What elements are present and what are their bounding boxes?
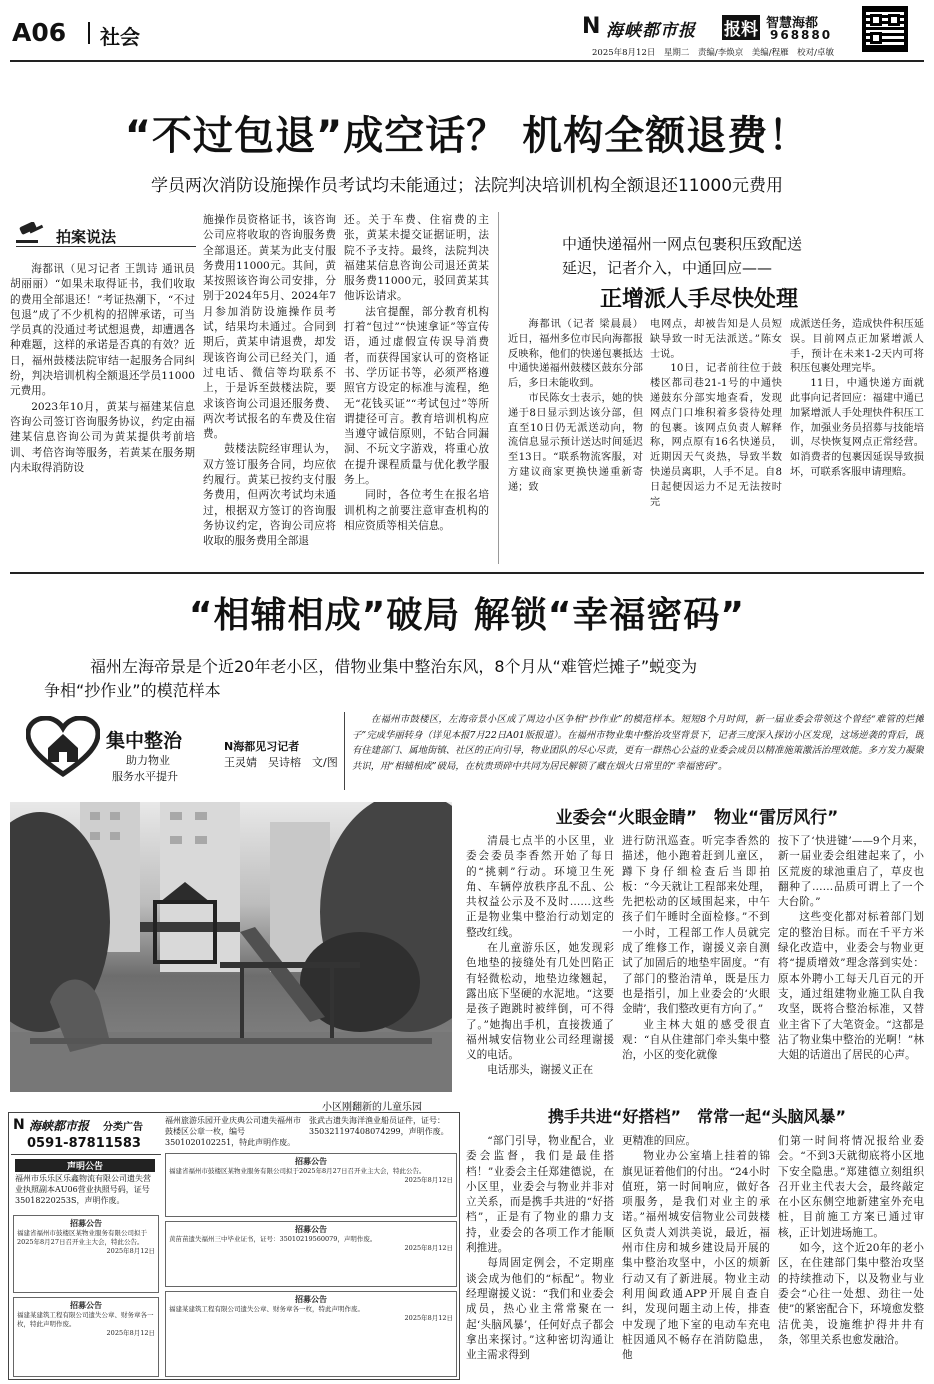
story3-para: 按下了‘快进键’——9个月来，新一届业委会组建起来了，小区荒废的球池重启了，草皮也翻种了……品质可谓上了一个大台阶。” [778, 835, 924, 909]
story2-para: 海都讯（记者 梁晨晨）近日，福州多位市民向海都报反映称，他们的快递包裹抵达中通快递福州鼓楼区鼓东分部后，多日未能收到。 [508, 319, 643, 390]
story3-para: 每周固定例会，不定期座谈会成为他们的“标配”。物业经理谢援义说：“我们和业委会成员，热心业主常常聚在一起‘头脑风暴’，任何好点子都会拿出来探讨。”这种密切沟通让业主需求得到 [466, 1257, 614, 1362]
partner-tag: 报料 [722, 15, 760, 40]
ads-label: 分类广告 [103, 1122, 143, 1133]
story3-subhead: 争相“抄作业”的模范样本 [44, 681, 221, 700]
badge-line: 服务水平提升 [112, 770, 178, 783]
statement-text: 福州市乐乐区乐鑫物流有限公司遗失营业执照副本AU06营业执照号码，证号35018220253S，声明作废。 [15, 1174, 151, 1205]
story2-para: 电网点，却被告知是人员短缺导致一时无法派送。”陈女士说。 [650, 319, 782, 360]
column-tag: 拍案说法 [56, 228, 117, 246]
section-name: 社会 [100, 25, 140, 49]
badge-title: 集中整治 [106, 730, 183, 752]
ad-title: 招募公告 [70, 1218, 102, 1228]
header-rule [10, 60, 924, 62]
section2-column-3 [778, 1134, 924, 1378]
ad-title: 招募公告 [295, 1294, 327, 1304]
story2-headline: 正增派人手尽快处理 [600, 287, 799, 312]
story3-intro: 在福州市鼓楼区，左海帝景小区成了周边小区争相“抄作业”的模范样本。短短8个月时间，新一届业委会带领这个曾经“难管的烂摊子”完成华丽转身（详见本报7月22日A01版报道）。在福州市物业集中整治攻坚背景下，记者三度深入探访小区发现，这场逆袭的背后，既有住建部门、属地街镇、社区的正向引导，物业团队的尽心尽责，更有一群热心公益的业委会成员以精准施策激活治理效能。多方发力凝聚共识，用“相辅相成”破局，在杭贵琐碎中共同为居民解锁了藏在烟火日常里的“幸福密码”。 [352, 714, 924, 772]
section1-title: 业委会“火眼金睛” 物业“雷厉风行” [555, 808, 839, 828]
story1-para: 同时，各位考生在报名培训机构之前要注意审查机构的相应资质等相关信息。 [344, 489, 489, 532]
ad-box [13, 1297, 159, 1377]
story2-column-2 [650, 318, 782, 563]
story3-para: 业主林大姐的感受很直观：“自从住建部门牵头集中整治，小区的变化就像 [622, 1018, 770, 1062]
ad-text: 张武古遗失海洋渔业船员证件，证号：350321197408074299，声明作废。 [309, 1116, 449, 1136]
story1-para: 施操作员资格证书，该咨询公司应将收取的咨询服务费全部退还。黄某为此支付服务费用11000元。其间，黄某按照该咨询公司安排，分别于2024年5月、2024年7月参加消防设施操作员考试，结果均未通过。合同到期后，黄某申请退费，却发现该咨询公司已经关门，通过电话、微信等均联系不上，于是诉至鼓楼法院，要求该咨询公司退还服务费、两次考试报名的车费及住宿费。 [203, 214, 336, 441]
ads-header [11, 1115, 161, 1155]
story3-para: 如今，这个近20年的老小区，在住建部门集中整治攻坚的持续推动下，以及物业与业委会“心往一处想、劲往一处使”的紧密配合下，环境愈发整洁优美，设施维护得井井有条，邻里关系也愈发融洽。 [778, 1242, 924, 1346]
story1-headline: “不过包退”成空话？ 机构全额退费！ [124, 113, 810, 159]
ad-title: 招募公告 [295, 1224, 327, 1234]
story1-para: 还。关于车费、住宿费的主张，黄某未提交证据证明，法院不予支持。最终，法院判决福建某信息咨询公司退还黄某服务费11000元，驳回黄某其他诉讼请求。 [344, 214, 489, 303]
paper-logo-icon: N [13, 1117, 25, 1133]
partner-hotline: 968880 [770, 28, 833, 42]
ad-text: 福建省福州市鼓楼区某物业服务有限公司拟于2025年8月27日召开业主大会，特此公告。 [169, 1167, 426, 1175]
story3-headline: “相辅相成”破局 解锁“幸福密码” [188, 595, 746, 636]
page-number: A06 [12, 18, 67, 47]
ad-box [165, 1291, 457, 1377]
house-heart-icon [26, 716, 100, 778]
ad-box [13, 1215, 159, 1293]
ad-text: 福建某建筑工程有限公司遗失公章、财务章各一枚，特此声明作废。 [169, 1305, 364, 1313]
column-tag-underline [16, 246, 196, 247]
section2-title: 携手共进“好搭档” 常常一起“头脑风暴” [547, 1107, 847, 1126]
gavel-icon [16, 222, 50, 244]
story3-para: 这些变化都对标着部门划定的整治目标。而在千平方米绿化改造中，业委会与物业更将“提质增效”理念落到实处：原本外聘小工每天几百元的开支，通过组建物业施工队自我攻坚，既将合整治标准，又替业主省下了大笔资金。“这都是沾了物业集中整治的光啊！”林大姐的话道出了居民的心声。 [778, 911, 924, 1062]
ads-phone: 0591-87811583 [27, 1136, 141, 1151]
badge-line: 助力物业 [126, 754, 170, 767]
story2-kicker: 延迟，记者介入，中通回应—— [562, 259, 773, 277]
ad-date: 2025年8月12日 [404, 1244, 453, 1252]
statement-title: 声明公告 [15, 1159, 155, 1172]
date-line: 2025年8月12日 星期二 责编/李焕京 美编/程雁 校对/卓敏 [592, 48, 834, 58]
byline: 王灵婧 吴诗榕 文/图 [224, 756, 338, 769]
section2-column-1 [466, 1134, 614, 1378]
story3-para: 更精准的回应。 [622, 1135, 697, 1147]
ad-text: 福州旅游乐园开业庆典公司遗失福州市鼓楼区公章一枚，编号3501020102251，特此声明作废。 [165, 1116, 301, 1147]
byline: N海都见习记者 [224, 740, 300, 753]
ad-box [165, 1221, 457, 1287]
ad-title: 招募公告 [70, 1300, 102, 1310]
section1-column-1 [466, 834, 614, 1124]
story1-column-2 [203, 213, 336, 562]
story2-para: 11日，中通快递方面就此事向记者回应：福建中通已加紧增派人手处理快件积压工作，加强业务员招募与技能培训，尽快恢复网点正常经营。如消费者的包裹因延误导致损坏，可联系客服申请理赔。 [790, 378, 924, 478]
ad-date: 2025年8月12日 [404, 1176, 453, 1184]
section1-column-3 [778, 834, 924, 1124]
intro-divider [344, 712, 345, 790]
playground-photo [10, 802, 452, 1092]
story2-column-3 [790, 318, 924, 563]
ad-text: 福建省福州市鼓楼区某物业服务有限公司拟于2025年8月27日召开业主大会，特此公告。 [17, 1229, 147, 1246]
story3-para: 进行防汛巡查。听完李香然的描述，他小跑着赶到儿童区，蹲下身仔细检查后当即拍板：“今天就让工程部来处理，先把松动的区域围起来，中午孩子们午睡时全面检修。”不到一小时，工程部工作人员就完成了维修工作，谢援义亲自测试了加固后的地垫牢固度。“有了部门的整治清单，既是压力也是指引，加上业委会的‘火眼金睛’，我们整改更有方向了。” [622, 835, 770, 1016]
story1-para: 鼓楼法院经审理认为，双方签订服务合同，均应依约履行。黄某已按约支付服务费用，但两次考试均未通过，根据双方签订的咨询服务协议约定，咨询公司应将收取的服务费用全部退 [203, 443, 336, 548]
story1-para: 海都讯（见习记者 王凯诗 通讯员 胡丽丽）“如果未取得证书，我们收取的费用全部退还！”考证热潮下，“不过包退”成了不少机构的招牌承诺，可当学员真的没通过考试想退费，却遭遇各种难题，这样的承诺是否真的有效？近日，福州鼓楼法院审结一起服务合同纠纷，判决培训机构全额退还学员11000元费用。 [10, 263, 195, 398]
story1-para: 2023年10月，黄某与福建某信息咨询公司签订咨询服务协议，约定由福建某信息咨询公司为黄某提供考前培训、考倍咨询等服务，若黄某在服务期内未取得消防设 [10, 400, 195, 474]
section1-column-2 [622, 834, 770, 1124]
story3-para: 物业办公室墙上挂着的锦旗见证着他们的付出。“24小时值班，第一时间响应，做好各项服务，是我们对业主的承诺。”福州城安信物业公司鼓楼区负责人刘洪美说，最近，福州市住房和城乡建设局开展的集中整治攻坚中，小区的烦新行动又有了新进展。物业主动利用闽政通APP开展自查自纠，发现问题主动上传，排查中发现了地下室的电动车充电桩因通风不畅存在消防隐患，他 [622, 1150, 770, 1362]
story3-para: 在儿童游乐区，她发现彩色地垫的接缝处有几处凹陷正有轻微松动，地垫边缘翘起，露出底下坚硬的水泥地。“这要是孩子跑跳时被绊倒，可不得了。”她掏出手机，直接拨通了福州城安信物业公司经理谢援义的电话。 [466, 942, 614, 1062]
story3-para: “部门引导，物业配合，业委会监督，我们是最佳搭档！”业委会主任郑建德说，在小区里，业委会与物业并非对立关系，而是携手共进的“好搭档”，正是有了物业的鼎力支持，业委会的各项工作才能顺利推进。 [466, 1135, 614, 1255]
column-divider [498, 212, 499, 564]
story3-para: 们第一时间将情况报给业委会。“不到3天就彻底将小区地下安全隐患。”郑建德立刻组织召开业主代表大会，最终敲定在小区东侧空地新建室外充电桩，目前施工方案已通过审核，正计划进场施工。 [778, 1135, 924, 1239]
ad-text: 福建某建筑工程有限公司遗失公章、财务章各一枚，特此声明作废。 [17, 1311, 154, 1328]
partner-name: 智慧海都 [766, 16, 819, 31]
story3-para: 电话那头，谢援义正在 [487, 1064, 594, 1077]
story3-para: 清晨七点半的小区里，业委会委员李香然开始了每日的“挑刺”行动。环境卫生死角、车辆停放秩序乱不乱、公共权益公示及不及时……这些正是物业集中整治行动划定的整改红线。 [466, 835, 614, 939]
ad-box [165, 1153, 457, 1217]
story2-column-1 [508, 318, 643, 563]
ads-area [8, 1112, 460, 1380]
ad-date: 2025年8月12日 [404, 1314, 453, 1322]
story-separator [10, 572, 924, 574]
paper-name: 海峡都市报 [606, 21, 696, 41]
story1-column-1 [10, 262, 195, 562]
story2-para: 10日，记者前往位于鼓楼区都司巷21-1号的中通快递鼓东分部实地查看，发现网点门口堆积着多袋待处理的包裹。该网点负责人解释称，网点原有16名快递员，近期因天气炎热，导致半数快递员离职，人手不足。自8日起便因运力不足无法按时完 [650, 363, 782, 508]
ad-date: 2025年8月12日 [106, 1247, 155, 1255]
paper-logo-icon: N [582, 14, 601, 39]
photo-caption: 小区刚翻新的儿童乐园 [322, 1102, 422, 1113]
ad-date: 2025年8月12日 [106, 1329, 155, 1337]
ads-paper-name: 海峡都市报 [29, 1119, 90, 1133]
ad-text: 黄苗苗遗失福州三中毕业证书，证号：35010219560079，声明作废。 [169, 1235, 377, 1243]
story2-kicker: 中通快递福州一网点包裹积压致配送 [562, 235, 803, 253]
story1-para: 法官提醒，部分教育机构打着“包过”“快速拿证”等宣传语，通过虚假宣传误导消费者，而获得国家认可的资格证书、学历证书等，必须严格遵照官方设定的标准与流程，绝无“花钱买证”“考试包过”等所谓捷径可言。教育培训机构应当遵守诚信原则，不钻合同漏洞、不玩文字游戏，将重心放在提升课程质量与优化教学服务上。 [344, 305, 489, 487]
story1-column-3 [344, 213, 489, 562]
story3-subhead: 福州左海帝景是个近20年老小区，借物业集中整治东风，8个月从“难管烂摊子”蜕变为 [90, 657, 698, 676]
header-divider [88, 22, 90, 44]
story1-subhead: 学员两次消防设施操作员考试均未能通过；法院判决培训机构全额退还11000元费用 [150, 176, 784, 196]
story2-para: 市民陈女士表示，她的快递于8日显示到达该分部，但直至10日仍无派送动向，物流信息显示预计送达时间延迟至13日。“联系物流客服，对方建议商家更换快递重新寄递；致 [508, 392, 643, 493]
qr-code-icon [862, 6, 908, 52]
ad-title: 招募公告 [295, 1156, 327, 1166]
section2-column-2 [622, 1134, 770, 1378]
story2-para: 成派送任务，造成快件积压延误。目前网点正加紧增派人手，预计在未来1-2天内可将积压包裹处理完毕。 [790, 319, 924, 375]
